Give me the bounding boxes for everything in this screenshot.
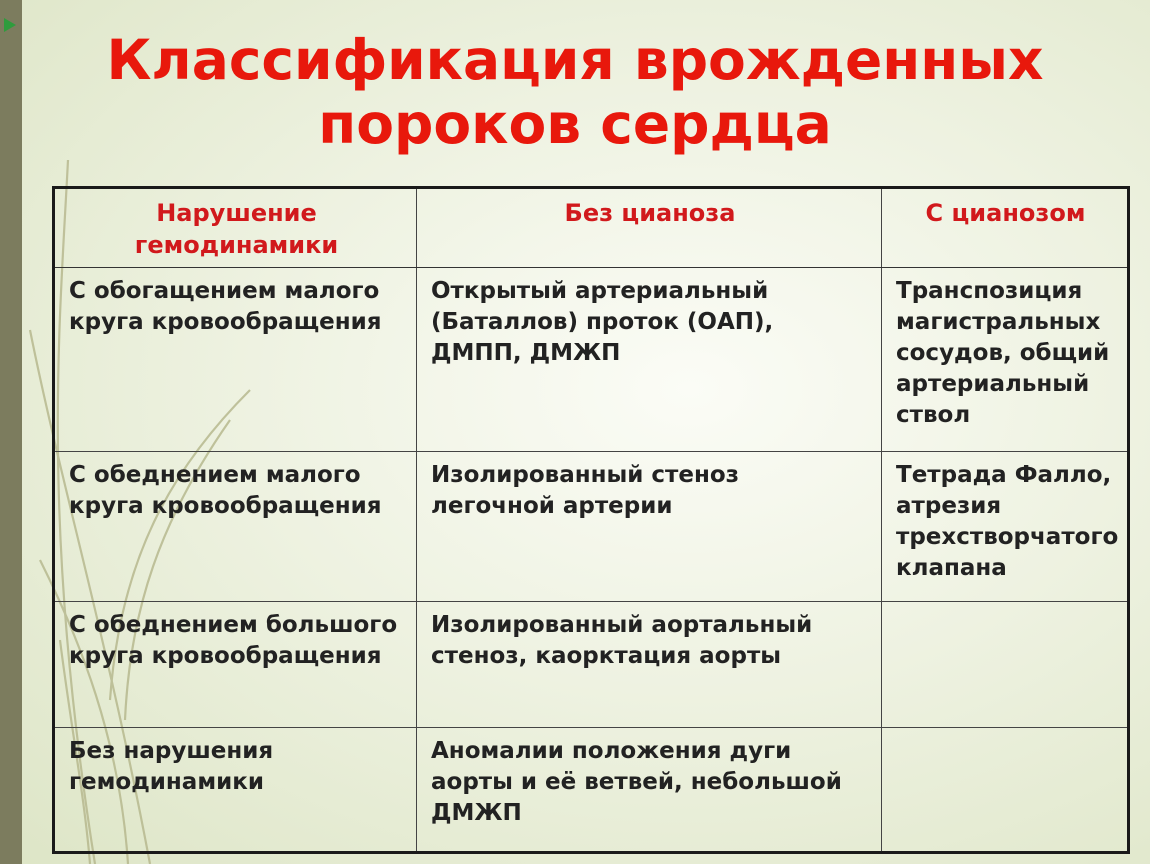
table-row [54,452,1129,602]
table-cell: С обогащением малого круга кровообращения [54,268,417,452]
table-cell: Транспозиция магистральных сосудов, общий артериальный ствол [882,268,1129,452]
table-cell: Изолированный стеноз легочной артерии [417,452,882,602]
header-hemodynamics: Нарушение гемодинамики [54,188,417,268]
table-cell: Тетрада Фалло, атрезия трехстворчатого клапана [882,452,1129,602]
classification-table [52,186,1130,854]
table-cell: Аномалии положения дуги аорты и её ветвей, небольшой ДМЖП [417,728,882,853]
table-row [54,602,1129,728]
title-line-1: Классификация врожденных [106,28,1044,92]
table-header-row [54,188,1129,268]
table-cell: С обеднением малого круга кровообращения [54,452,417,602]
table-row [54,268,1129,452]
bullet-triangle-icon [4,18,16,32]
table-cell: Изолированный аортальный стеноз, каорктация аорты [417,602,882,728]
table-row [54,728,1129,853]
header-with-cyanosis: С цианозом [882,188,1129,268]
table-cell: С обеднением большого круга кровообращения [54,602,417,728]
table-cell [882,728,1129,853]
table-cell: Без нарушения гемодинамики [54,728,417,853]
table-cell [882,602,1129,728]
slide-title [60,28,1090,156]
left-decor-bar [0,0,22,864]
header-no-cyanosis: Без цианоза [417,188,882,268]
title-line-2: пороков сердца [318,92,832,156]
table-cell: Открытый артериальный (Баталлов) проток (ОАП), ДМПП, ДМЖП [417,268,882,452]
